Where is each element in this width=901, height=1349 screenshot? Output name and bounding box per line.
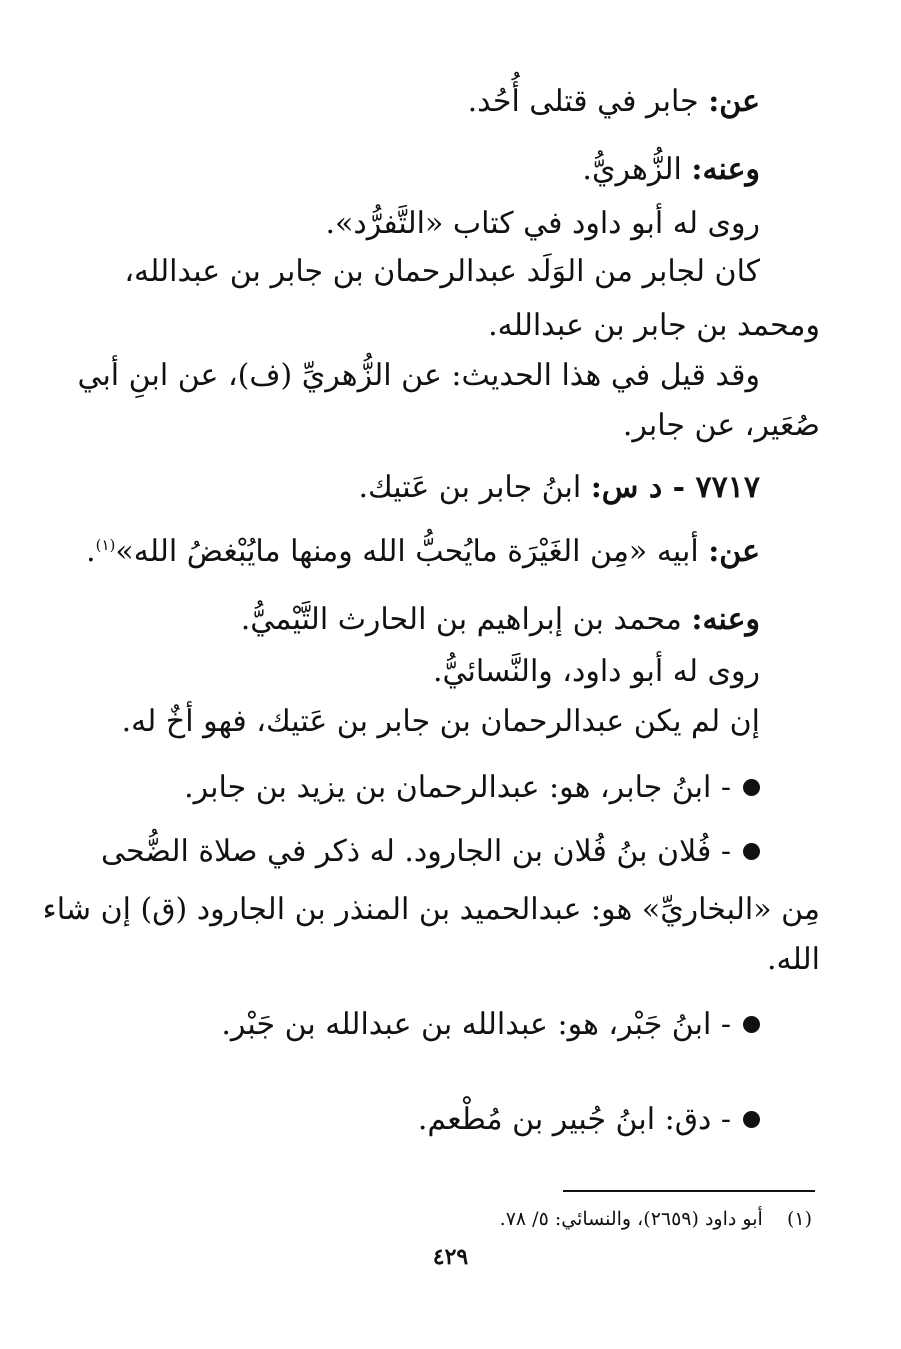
label-narrated-from: عن: <box>708 84 760 119</box>
bullet-entry-text: - ابنُ جابر، هو: عبدالرحمان بن يزيد بن جابر. <box>184 770 731 805</box>
label-narrated-by: وعنه: <box>691 602 760 637</box>
bullet-entry <box>184 768 760 808</box>
text-line: ومحمد بن جابر بن عبدالله. <box>488 308 820 343</box>
footnote-text: أبو داود (٢٦٥٩)، والنسائي: ٥/ ٧٨. <box>499 1208 763 1230</box>
footnote <box>500 1206 812 1232</box>
narrated-by-text: الزُّهريُّ. <box>582 152 692 187</box>
narrated-from-text: جابر في قتلى أُحُد. <box>467 84 709 119</box>
text-line: مِن «البخاريِّ» هو: عبدالحميد بن المنذر بن الجارود (ق) إن شاء <box>42 892 820 927</box>
text-line: إن لم يكن عبدالرحمان بن جابر بن عَتيك، فهو أخٌ له. <box>121 704 760 739</box>
bullet-entry-text: - فُلان بنُ فُلان بن الجارود. له ذكر في صلاة الضُّحى <box>101 834 731 869</box>
label-narrated-by: وعنه: <box>691 152 760 187</box>
bullet-icon <box>743 779 760 796</box>
text-line: روى له أبو داود في كتاب «التَّفرُّد». <box>325 206 760 241</box>
narrated-by-line <box>241 600 760 640</box>
narrated-by-line <box>582 150 760 190</box>
page-number: ٤٢٩ <box>432 1244 469 1270</box>
entry-number: ٧٧١٧ - د س: <box>590 470 760 505</box>
entry-title: ابنُ جابر بن عَتيك. <box>358 470 591 505</box>
bullet-entry <box>418 1100 760 1140</box>
footnote-reference[interactable]: (١) <box>95 536 116 554</box>
narrated-from-line <box>86 532 760 572</box>
bullet-icon <box>743 843 760 860</box>
entry-heading <box>358 468 760 508</box>
text-line: كان لجابر من الوَلَد عبدالرحمان بن جابر بن عبدالله، <box>124 254 760 289</box>
bullet-icon <box>743 1111 760 1128</box>
bullet-entry-text: - دق: ابنُ جُبير بن مُطْعم. <box>417 1102 731 1137</box>
footnote-divider <box>563 1190 815 1192</box>
text-line: روى له أبو داود، والنَّسائيُّ. <box>432 654 760 689</box>
label-narrated-from: عن: <box>708 534 760 569</box>
hadith-quote: أبيه «مِن الغَيْرَة مايُحبُّ الله ومنها مايُبْغضُ الله» <box>115 534 709 569</box>
text-line: صُعَير، عن جابر. <box>622 408 820 443</box>
bullet-entry <box>221 1005 760 1045</box>
bullet-icon <box>743 1016 760 1033</box>
line-end-period: . <box>86 534 96 569</box>
text-line: وقد قيل في هذا الحديث: عن الزُّهريِّ (ف)، عن ابنِ أبي <box>77 358 760 393</box>
footnote-marker: (١) <box>786 1208 812 1230</box>
text-line: الله. <box>766 942 820 977</box>
narrated-from-line <box>468 82 760 122</box>
bullet-entry <box>101 832 760 872</box>
bullet-entry-text: - ابنُ جَبْر، هو: عبدالله بن عبدالله بن جَبْر. <box>221 1007 731 1042</box>
narrated-by-text: محمد بن إبراهيم بن الحارث التَّيْميُّ. <box>240 602 692 637</box>
